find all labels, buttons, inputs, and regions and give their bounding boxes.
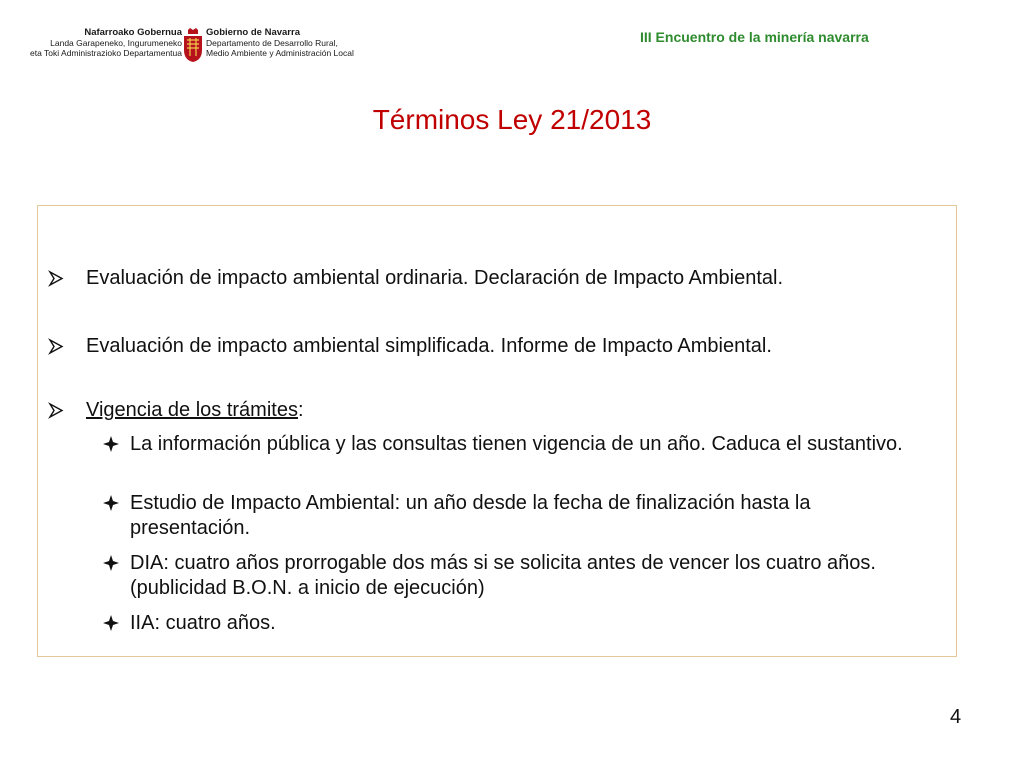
bullet-text [86,398,304,423]
government-logo [30,28,370,70]
logo-spanish-text [206,28,354,58]
sub-bullet-text: IIA: cuatro años. [130,612,276,634]
logo-right-line1: Gobierno de Navarra [206,27,300,38]
sub-bullet-text: DIA: cuatro años prorrogable dos más si se solicita antes de vencer los cuatro años.(publicidad B.O.N. a inicio de ejecución) [130,552,876,599]
logo-left-line1: Nafarroako Gobernua [84,27,182,38]
diamond-bullet-icon [102,614,120,632]
diamond-bullet-icon [102,554,120,572]
vigencia-suffix: : [297,399,304,421]
logo-right-line3: Medio Ambiente y Administración Local [206,48,354,58]
logo-right-line2: Departamento de Desarrollo Rural, [206,38,338,48]
arrow-bullet-icon [48,266,64,291]
vigencia-label: Vigencia de los trámites [86,399,298,421]
bullet-text: Evaluación de impacto ambiental ordinaria. Declaración de Impacto Ambiental. [86,267,784,289]
bullet-text: Evaluación de impacto ambiental simplificada. Informe de Impacto Ambiental. [86,335,772,357]
event-title: III Encuentro de la minería navarra [640,29,869,45]
logo-left-line2: Landa Garapeneko, Ingurumeneko [50,38,182,48]
page-number: 4 [950,706,962,728]
diamond-bullet-icon [102,435,120,453]
sub-bullet-text: Estudio de Impacto Ambiental: un año desde la fecha de finalización hasta la presentación. [130,492,811,539]
logo-basque-text [30,28,182,58]
sub-bullet-text: La información pública y las consultas tienen vigencia de un año. Caduca el sustantivo. [130,433,903,455]
diamond-bullet-icon [102,494,120,512]
logo-left-line3: eta Toki Administrazioko Departamentua [30,48,182,58]
navarra-shield-icon [182,28,204,62]
slide-title: Términos Ley 21/2013 [372,104,652,135]
arrow-bullet-icon [48,398,64,423]
arrow-bullet-icon [48,334,64,359]
